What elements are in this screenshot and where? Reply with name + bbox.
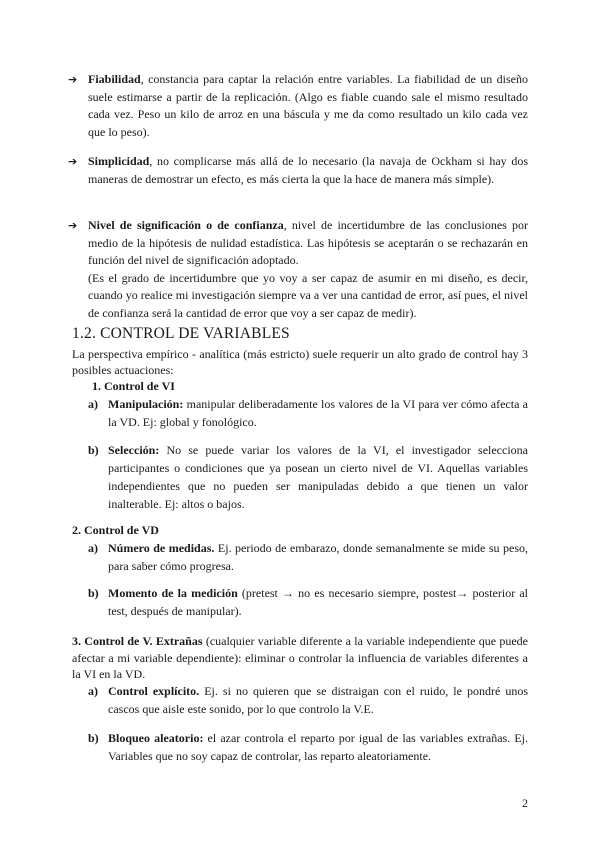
list-item-manipulacion <box>88 395 528 431</box>
list-item-seleccion <box>88 441 528 513</box>
bullet-text: , nivel de incertidumbre de las conclusiones por medio de la hipótesis de nulidad estadística. Las hipótesis se aceptarán o se rechazarán en función del nivel de significación adoptado. <box>88 218 528 267</box>
item-term: Número de medidas. <box>108 541 215 555</box>
item-text: el azar controla el reparto por igual de las variables extrañas. Ej. Variables que no soy capaz de controlar, las reparto aleatoriamente. <box>108 731 528 763</box>
item-term: Control explícito. <box>108 684 200 698</box>
heading-control-vi: 1. Control de VI <box>92 379 175 393</box>
item-text: Ej. si no quieren que se distraigan con el ruido, le pondré unos cascos que aisle este sonido, por lo que controlo la V.E. <box>108 684 528 716</box>
paragraph-text: (cualquier variable diferente a la variable independiente que puede afectar a mi variable dependiente): eliminar o controlar la influencia de variables diferentes a la VI en la VD. <box>72 634 528 681</box>
section-title: 1.2. CONTROL DE VARIABLES <box>72 325 290 342</box>
bullet-text: , constancia para captar la relación entre variables. La fiabilidad de un diseño suele estimarse a partir de la replicación. (Algo es fiable cuando sale el mismo resultado cada vez. Peso un kilo de arroz en una báscula y me da como resultado un kilo cada vez que lo peso). <box>88 72 528 139</box>
arrow-right-icon: ➔ <box>68 155 78 168</box>
item-text: (pretest → no es necesario siempre, postest→ posterior al test, después de manipular). <box>108 586 528 618</box>
list-item-momento-medicion <box>88 584 528 620</box>
bullet-nivel-significacion <box>68 217 528 322</box>
bullet-term: Nivel de significación o de confianza <box>88 218 284 232</box>
list-letter: a) <box>88 684 98 698</box>
list-item-control-explicito <box>88 682 528 718</box>
item-text: Ej. periodo de embarazo, donde semanalmente se mide su peso, para saber cómo progresa. <box>108 541 528 573</box>
item-text: manipular deliberadamente los valores de la VI para ver cómo afecta a la VD. Ej: global y fonológico. <box>108 397 528 429</box>
item-term: Selección: <box>108 443 160 457</box>
section-intro: La perspectiva empírico - analítica (más estricto) suele requerir un alto grado de control hay 3 posibles actuaciones: <box>72 347 528 377</box>
heading-control-vd: 2. Control de VD <box>72 523 159 537</box>
list-letter: a) <box>88 397 98 411</box>
bullet-note: (Es el grado de incertidumbre que yo voy a ser capaz de asumir en mi diseño, es decir, cuando yo realice mi investigación siempre va a ver una cantidad de error, así pues, el nivel de confianza será la cantidad de error que voy a ser capaz de medir). <box>88 270 528 320</box>
heading-control-ve: 3. Control de V. Extrañas <box>72 634 203 648</box>
item-term: Bloqueo aleatorio: <box>108 731 204 745</box>
list-letter: b) <box>88 586 99 600</box>
arrow-right-icon: ➔ <box>68 73 78 86</box>
list-item-numero-medidas <box>88 539 528 575</box>
paragraph-control-ve <box>72 633 528 683</box>
list-letter: a) <box>88 541 98 555</box>
bullet-term: Simplicidad <box>88 154 150 168</box>
bullet-term: Fiabilidad <box>88 72 141 86</box>
item-term: Momento de la medición <box>108 586 238 600</box>
arrow-right-icon: ➔ <box>68 219 78 232</box>
bullet-text: , no complicarse más allá de lo necesario (la navaja de Ockham si hay dos maneras de demostrar un efecto, es más cierta la que la hace de manera más simple). <box>88 154 528 186</box>
item-term: Manipulación: <box>108 397 184 411</box>
list-letter: b) <box>88 443 99 457</box>
bullet-simplicidad <box>68 153 528 188</box>
bullet-fiabilidad <box>68 71 528 141</box>
item-text: No se puede variar los valores de la VI, el investigador selecciona participantes o condiciones que ya posean un cierto nivel de VI. Aquellas variables independientes que no pueden ser manipuladas debido a que tienen un valor inalterable. Ej: altos o bajos. <box>108 443 528 511</box>
page-number: 2 <box>522 796 528 810</box>
list-item-bloqueo-aleatorio <box>88 729 528 765</box>
list-letter: b) <box>88 731 99 745</box>
